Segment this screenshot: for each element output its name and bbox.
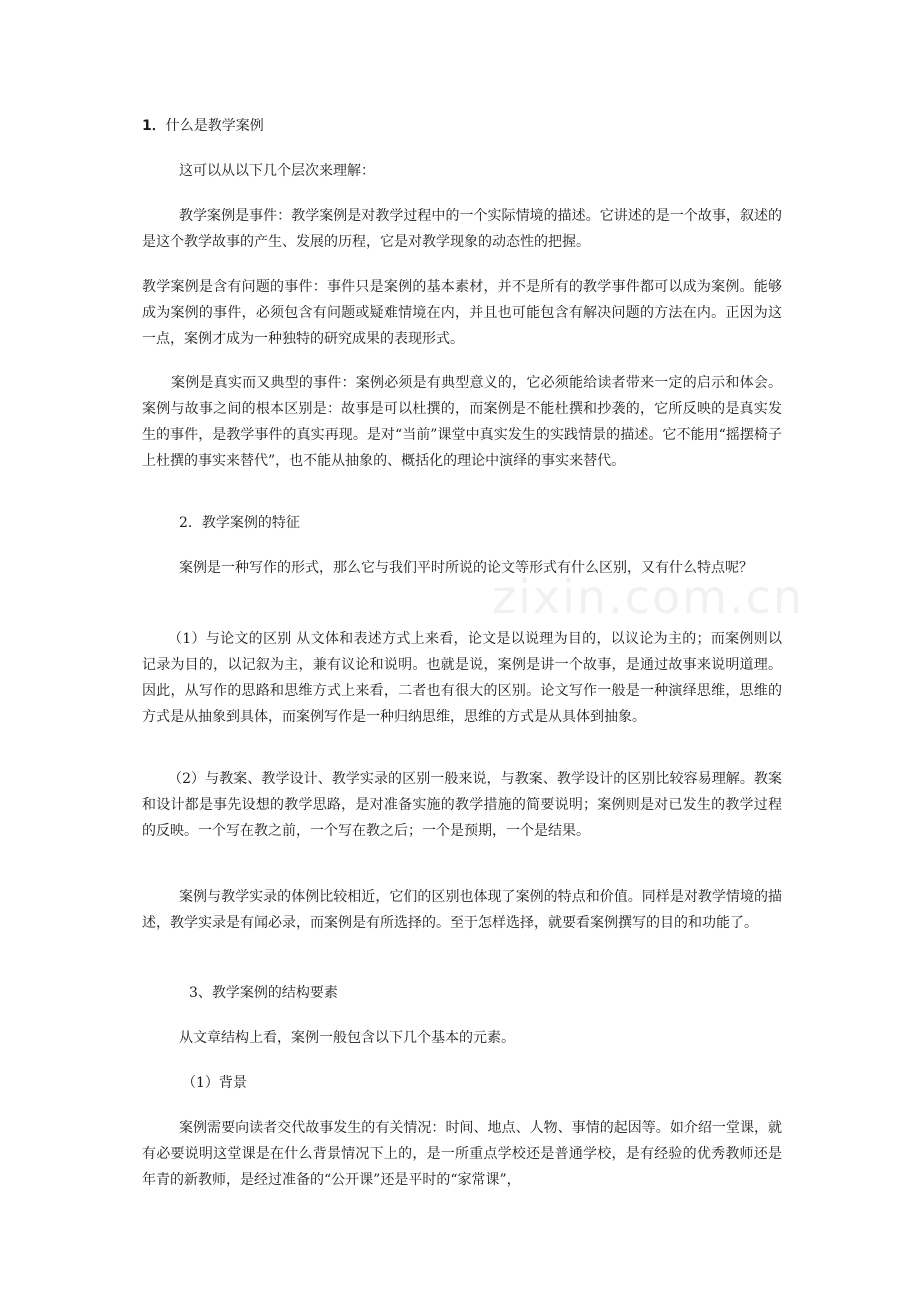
paragraph-event: 教学案例是事件：教学案例是对教学过程中的一个实际情境的描述。它讲述的是一个故事，叙述的是这个教学故事的产生、发展的历程，它是对教学现象的动态性的把握。 bbox=[142, 208, 782, 250]
paragraph-background: 案例需要向读者交代故事发生的有关情况：时间、地点、人物、事情的起因等。如介绍一堂课，就有必要说明这堂课是在什么背景情况下上的，是一所重点学校还是普通学校，是有经验的优秀教师还是年青的新教师，是经过准备的“公开课”还是平时的“家常课”， bbox=[142, 1120, 782, 1188]
section-heading-1 bbox=[142, 113, 264, 139]
section-title: 什么是教学案例 bbox=[165, 118, 264, 134]
subheading-background: （1）背景 bbox=[182, 1075, 247, 1091]
paragraph-intro: 这可以从以下几个层次来理解： bbox=[179, 163, 375, 179]
paragraph-vs-paper: （1）与论文的区别 从文体和表述方式上来看，论文是以说理为目的，以议论为主的；而案例则以记录为目的，以记叙为主，兼有议论和说明。也就是说，案例是讲一个故事，是通过故事来说明道理。因此，从写作的思路和思维方式上来看，二者也有很大的区别。论文写作一般是一种演绎思维，思维的方式是从抽象到具体，而案例写作是一种归纳思维，思维的方式是从具体到抽象。 bbox=[142, 631, 782, 725]
section-heading-2: 2．教学案例的特征 bbox=[179, 515, 300, 531]
section-heading-3: 3、教学案例的结构要素 bbox=[189, 985, 338, 1001]
paragraph-vs-transcript: 案例与教学实录的体例比较相近，它们的区别也体现了案例的特点和价值。同样是对教学情境的描述，教学实录是有闻必录，而案例是有所选择的。至于怎样选择，就要看案例撰写的目的和功能了。 bbox=[142, 889, 782, 931]
watermark: zixin.com.cn bbox=[492, 570, 805, 624]
section-number: 1． bbox=[142, 118, 166, 134]
paragraph-typical-event: 案例是真实而又典型的事件：案例必须是有典型意义的，它必须能给读者带来一定的启示和体会。案例与故事之间的根本区别是：故事是可以杜撰的，而案例是不能杜撰和抄袭的，它所反映的是真实发生的事件，是教学事件的真实再现。是对“当前”课堂中真实发生的实践情景的描述。它不能用“摇摆椅子上杜撰的事实来替代”，也不能从抽象的、概括化的理论中演绎的事实来替代。 bbox=[142, 375, 782, 469]
paragraph-features-intro: 案例是一种写作的形式，那么它与我们平时所说的论文等形式有什么区别，又有什么特点呢？ bbox=[179, 560, 753, 576]
paragraph-vs-lesson-plan: （2）与教案、教学设计、教学实录的区别一般来说，与教案、教学设计的区别比较容易理解。教案和设计都是事先设想的教学思路，是对准备实施的教学措施的简要说明；案例则是对已发生的教学过程的反映。一个写在教之前，一个写在教之后；一个是预期，一个是结果。 bbox=[142, 771, 782, 839]
paragraph-structure-intro: 从文章结构上看，案例一般包含以下几个基本的元素。 bbox=[179, 1030, 515, 1046]
paragraph-problem-event: 教学案例是含有问题的事件：事件只是案例的基本素材，并不是所有的教学事件都可以成为案例。能够成为案例的事件，必须包含有问题或疑难情境在内，并且也可能包含有解决问题的方法在内。正因为这一点，案例才成为一种独特的研究成果的表现形式。 bbox=[142, 279, 782, 347]
